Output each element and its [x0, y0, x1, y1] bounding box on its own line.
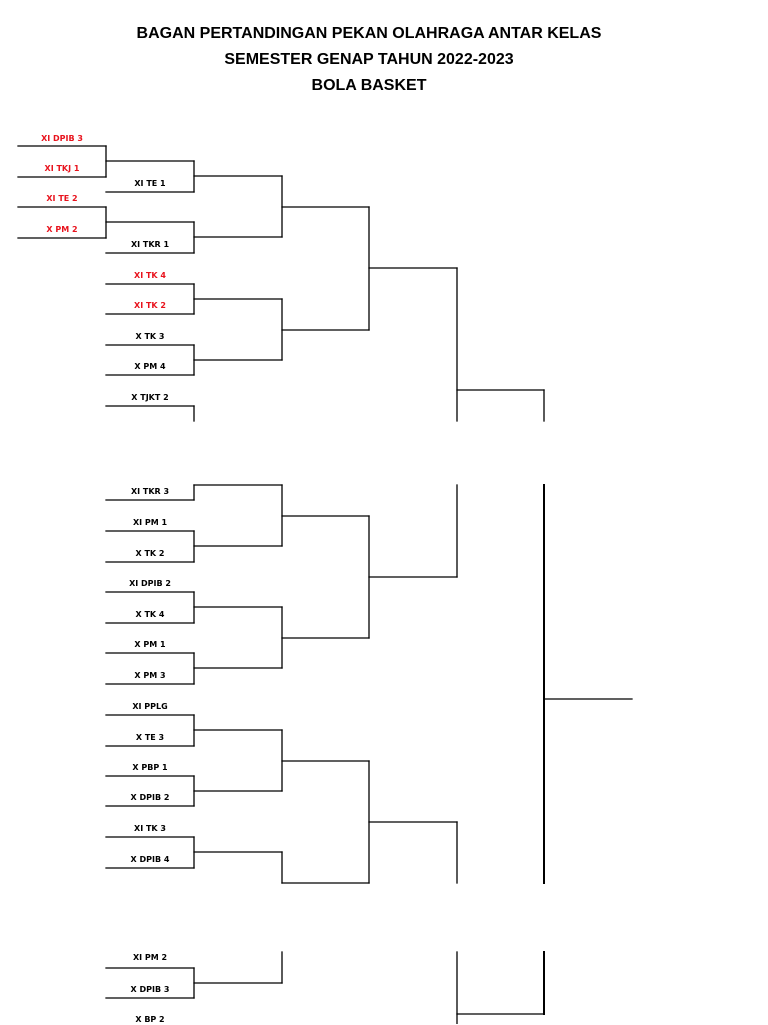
team-label: XI TK 4	[134, 271, 166, 280]
team-label: XI TKR 3	[130, 487, 170, 496]
team-label: XI TK 3	[134, 824, 166, 833]
team-label: X TE 3	[135, 733, 165, 742]
team-label: X TK 3	[135, 332, 165, 341]
team-label: XI DPIB 3	[41, 134, 83, 143]
team-label: X TJKT 2	[131, 393, 169, 402]
team-label: X DPIB 3	[130, 985, 170, 994]
team-label: X PM 1	[134, 640, 166, 649]
team-label: XI PM 2	[132, 953, 168, 962]
team-label: XI PPLG	[132, 702, 168, 711]
team-label: X PM 3	[134, 671, 166, 680]
team-label: X BP 2	[135, 1015, 165, 1024]
title-line-1: BAGAN PERTANDINGAN PEKAN OLAHRAGA ANTAR KELAS	[136, 25, 602, 42]
team-label: X PM 2	[46, 225, 78, 234]
title-line-2: SEMESTER GENAP TAHUN 2022-2023	[224, 51, 514, 68]
team-label: X PM 4	[134, 362, 166, 371]
team-label: XI TE 2	[46, 194, 78, 203]
team-label: X TK 2	[135, 549, 165, 558]
team-label: XI TKR 1	[130, 240, 170, 249]
team-label: XI DPIB 2	[129, 579, 171, 588]
title-line-3: BOLA BASKET	[311, 77, 427, 94]
team-label: X DPIB 4	[130, 855, 170, 864]
team-label: XI TK 2	[134, 301, 166, 310]
team-label: X DPIB 2	[130, 793, 170, 802]
team-label: XI TE 1	[134, 179, 166, 188]
team-label: XI PM 1	[132, 518, 168, 527]
team-label: XI TKJ 1	[44, 164, 80, 173]
team-label: X PBP 1	[132, 763, 168, 772]
team-label: X TK 4	[135, 610, 165, 619]
